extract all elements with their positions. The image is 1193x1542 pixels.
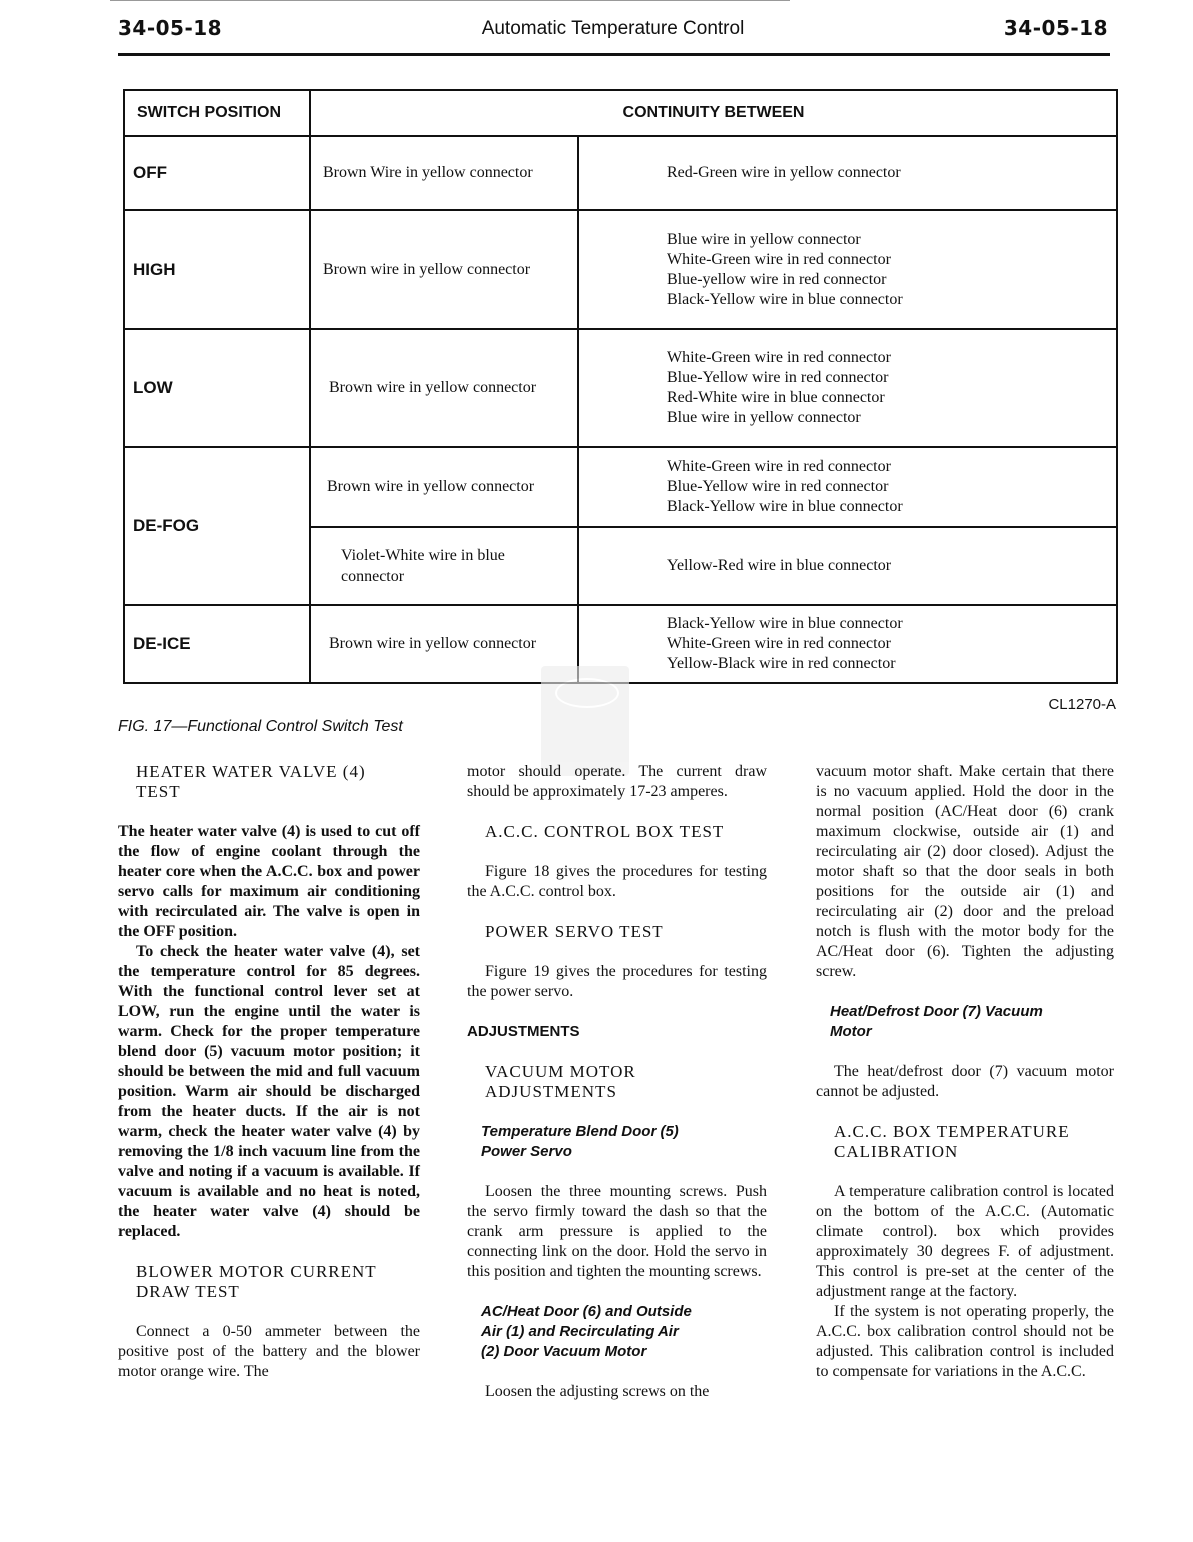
- header-rule: [118, 53, 1110, 56]
- cell-line: Brown wire in yellow connector: [323, 260, 531, 278]
- paragraph: To check the heater water valve (4), set the temperature control for 85 degrees. With the functional control lever set at LOW, run the engine until the water is warm. Check for the proper temperature blend door (5) vacuum motor position; it should be between the mid and full vacuum position. Warm air should be discharged from the heater ducts. If the air is not warm, check the heater water valve (4) by removing the 1/8 inch vacuum line from the valve and noting if a vacuum is available. If vacuum is available and no heat is noted, the heater water valve (4) should be replaced.: [118, 943, 420, 1240]
- column-1: [118, 762, 420, 1382]
- cell-line: Black-Yellow wire in blue connector: [667, 615, 903, 632]
- paragraph: Figure 18 gives the procedures for testing the A.C.C. control box.: [467, 863, 767, 900]
- heading-line: BLOWER MOTOR CURRENT: [136, 1262, 377, 1281]
- to-cell: [578, 210, 1117, 329]
- heading-acc-box-calibration: [816, 1122, 1114, 1162]
- heading-temperature-blend-door: [467, 1122, 767, 1162]
- heading-heat-defrost-door: [816, 1002, 1114, 1042]
- page-header: [118, 16, 1108, 46]
- heading-line: AC/Heat Door (6) and Outside: [481, 1303, 692, 1320]
- table-row: [124, 447, 1117, 527]
- column-2: [467, 762, 767, 1402]
- page-title: Automatic Temperature Control: [481, 18, 745, 39]
- column-3: [816, 762, 1114, 1382]
- heading-line: Motor: [830, 1023, 872, 1040]
- heading-line: TEST: [136, 782, 181, 801]
- cell-line: Yellow-Black wire in red connector: [667, 655, 896, 672]
- table-row: [124, 329, 1117, 447]
- paragraph: motor should operate. The current draw should be approximately 17-23 amperes.: [467, 763, 767, 800]
- cell-line: White-Green wire in red connector: [667, 349, 891, 366]
- section-number-left: 34-05-18: [118, 16, 223, 40]
- header-switch-position: SWITCH POSITION: [124, 90, 310, 136]
- cell-line: Blue-Yellow wire in red connector: [667, 478, 889, 495]
- heading-line: VACUUM MOTOR: [485, 1062, 636, 1081]
- heading-line: DRAW TEST: [136, 1282, 240, 1301]
- cell-line: Yellow-Red wire in blue connector: [667, 557, 892, 574]
- paragraph: The heat/defrost door (7) vacuum motor cannot be adjusted.: [816, 1063, 1114, 1100]
- position-off: OFF: [124, 136, 310, 210]
- cell-line: Blue-yellow wire in red connector: [667, 270, 887, 288]
- paragraph: vacuum motor shaft. Make certain that there is no vacuum applied. Hold the door in the normal position (AC/Heat door (6) crank maximum clockwise, outside air (1) and recirculating air (2) door closed). Adjust the motor shaft so that the door seals in both positions for the outside air (1) and recirculating air (2) door and the preload notch is flush with the motor body for the AC/Heat door (6). Tighten the adjusting screw.: [816, 763, 1114, 980]
- heading-ac-heat-door: [467, 1302, 767, 1362]
- to-cell: [578, 447, 1117, 527]
- heading-line: Heat/Defrost Door (7) Vacuum: [830, 1003, 1043, 1020]
- to-cell: [578, 527, 1117, 605]
- position-high: HIGH: [124, 210, 310, 329]
- from-cell: [310, 329, 578, 447]
- to-cell: [578, 605, 1117, 683]
- heading-line: CALIBRATION: [834, 1142, 959, 1161]
- position-de-ice: DE-ICE: [124, 605, 310, 683]
- paragraph: The heater water valve (4) is used to cut off the flow of engine coolant through the heater core when the A.C.C. box and power servo calls for maximum air conditioning with recirculated air. The valve is open in the OFF position.: [118, 823, 420, 940]
- heading-adjustments: ADJUSTMENTS: [467, 1023, 580, 1040]
- to-cell: [578, 329, 1117, 447]
- position-low: LOW: [124, 329, 310, 447]
- watermark-seal: [541, 666, 629, 776]
- cell-line: Brown Wire in yellow connector: [323, 164, 533, 181]
- cell-line: Violet-White wire in blue: [341, 547, 505, 564]
- from-cell: [310, 447, 578, 527]
- top-edge-rule: [110, 0, 790, 1]
- figure-code: CL1270-A: [1048, 696, 1116, 713]
- cell-line: White-Green wire in red connector: [667, 250, 891, 268]
- heading-line: Power Servo: [481, 1143, 572, 1160]
- cell-line: Black-Yellow wire in blue connector: [667, 498, 903, 515]
- heading-line: ADJUSTMENTS: [485, 1082, 617, 1101]
- cell-line: Black-Yellow wire in blue connector: [667, 290, 903, 308]
- heading-heater-water-valve: [118, 762, 420, 802]
- cell-line: Blue-Yellow wire in red connector: [667, 369, 889, 386]
- table-header-row: [124, 90, 1117, 136]
- seal-oval: [555, 678, 619, 708]
- cell-line: Red-Green wire in yellow connector: [667, 164, 901, 181]
- paragraph: Loosen the adjusting screws on the: [485, 1383, 710, 1400]
- cell-line: Brown wire in yellow connector: [329, 379, 537, 396]
- paragraph: Figure 19 gives the procedures for testing the power servo.: [467, 963, 767, 1000]
- paragraph: If the system is not operating properly, the A.C.C. box calibration control should not be adjusted. This calibration control is included to compensate for variations in the A.C.C.: [816, 1303, 1114, 1380]
- table-row: [124, 210, 1117, 329]
- continuity-table: [123, 89, 1118, 684]
- from-cell: [310, 527, 578, 605]
- cell-line: Brown wire in yellow connector: [329, 635, 537, 652]
- heading-line: Air (1) and Recirculating Air: [481, 1323, 679, 1340]
- paragraph: Connect a 0-50 ammeter between the positive post of the battery and the blower motor orange wire. The: [118, 1323, 420, 1380]
- section-number-right: 34-05-18: [1003, 16, 1108, 40]
- from-cell: [310, 210, 578, 329]
- heading-blower-motor: [118, 1262, 420, 1302]
- heading-line: Temperature Blend Door (5): [481, 1123, 679, 1140]
- continuity-table-wrap: [123, 89, 1116, 684]
- heading-acc-control-box: A.C.C. CONTROL BOX TEST: [485, 822, 725, 841]
- position-de-fog: DE-FOG: [124, 447, 310, 605]
- cell-line: Red-White wire in blue connector: [667, 389, 885, 406]
- header-continuity-between: CONTINUITY BETWEEN: [310, 90, 1117, 136]
- cell-line: Blue wire in yellow connector: [667, 409, 861, 426]
- heading-line: HEATER WATER VALVE (4): [136, 762, 366, 781]
- paragraph: A temperature calibration control is located on the bottom of the A.C.C. (Automatic climate control). box which provides approximately 30 degrees F. of adjustment. This control is pre-set at the center of the adjustment range at the factory.: [816, 1183, 1114, 1300]
- heading-line: A.C.C. BOX TEMPERATURE: [834, 1122, 1070, 1141]
- heading-vacuum-motor-adjustments: [467, 1062, 767, 1102]
- cell-line: Brown wire in yellow connector: [327, 478, 535, 495]
- from-cell: [310, 136, 578, 210]
- cell-line: White-Green wire in red connector: [667, 458, 891, 475]
- cell-line: White-Green wire in red connector: [667, 635, 891, 652]
- table-row: [124, 136, 1117, 210]
- to-cell: [578, 136, 1117, 210]
- paragraph: Loosen the three mounting screws. Push the servo firmly toward the dash so that the crank arm pressure is applied to the connecting link on the door. Hold the servo in this position and tighten the mounting screws.: [467, 1183, 767, 1280]
- from-cell: [310, 605, 578, 683]
- heading-line: (2) Door Vacuum Motor: [481, 1343, 647, 1360]
- cell-line: Blue wire in yellow connector: [667, 230, 861, 248]
- heading-power-servo: POWER SERVO TEST: [485, 922, 664, 941]
- figure-caption: FIG. 17—Functional Control Switch Test: [118, 718, 403, 735]
- cell-line: connector: [341, 568, 405, 585]
